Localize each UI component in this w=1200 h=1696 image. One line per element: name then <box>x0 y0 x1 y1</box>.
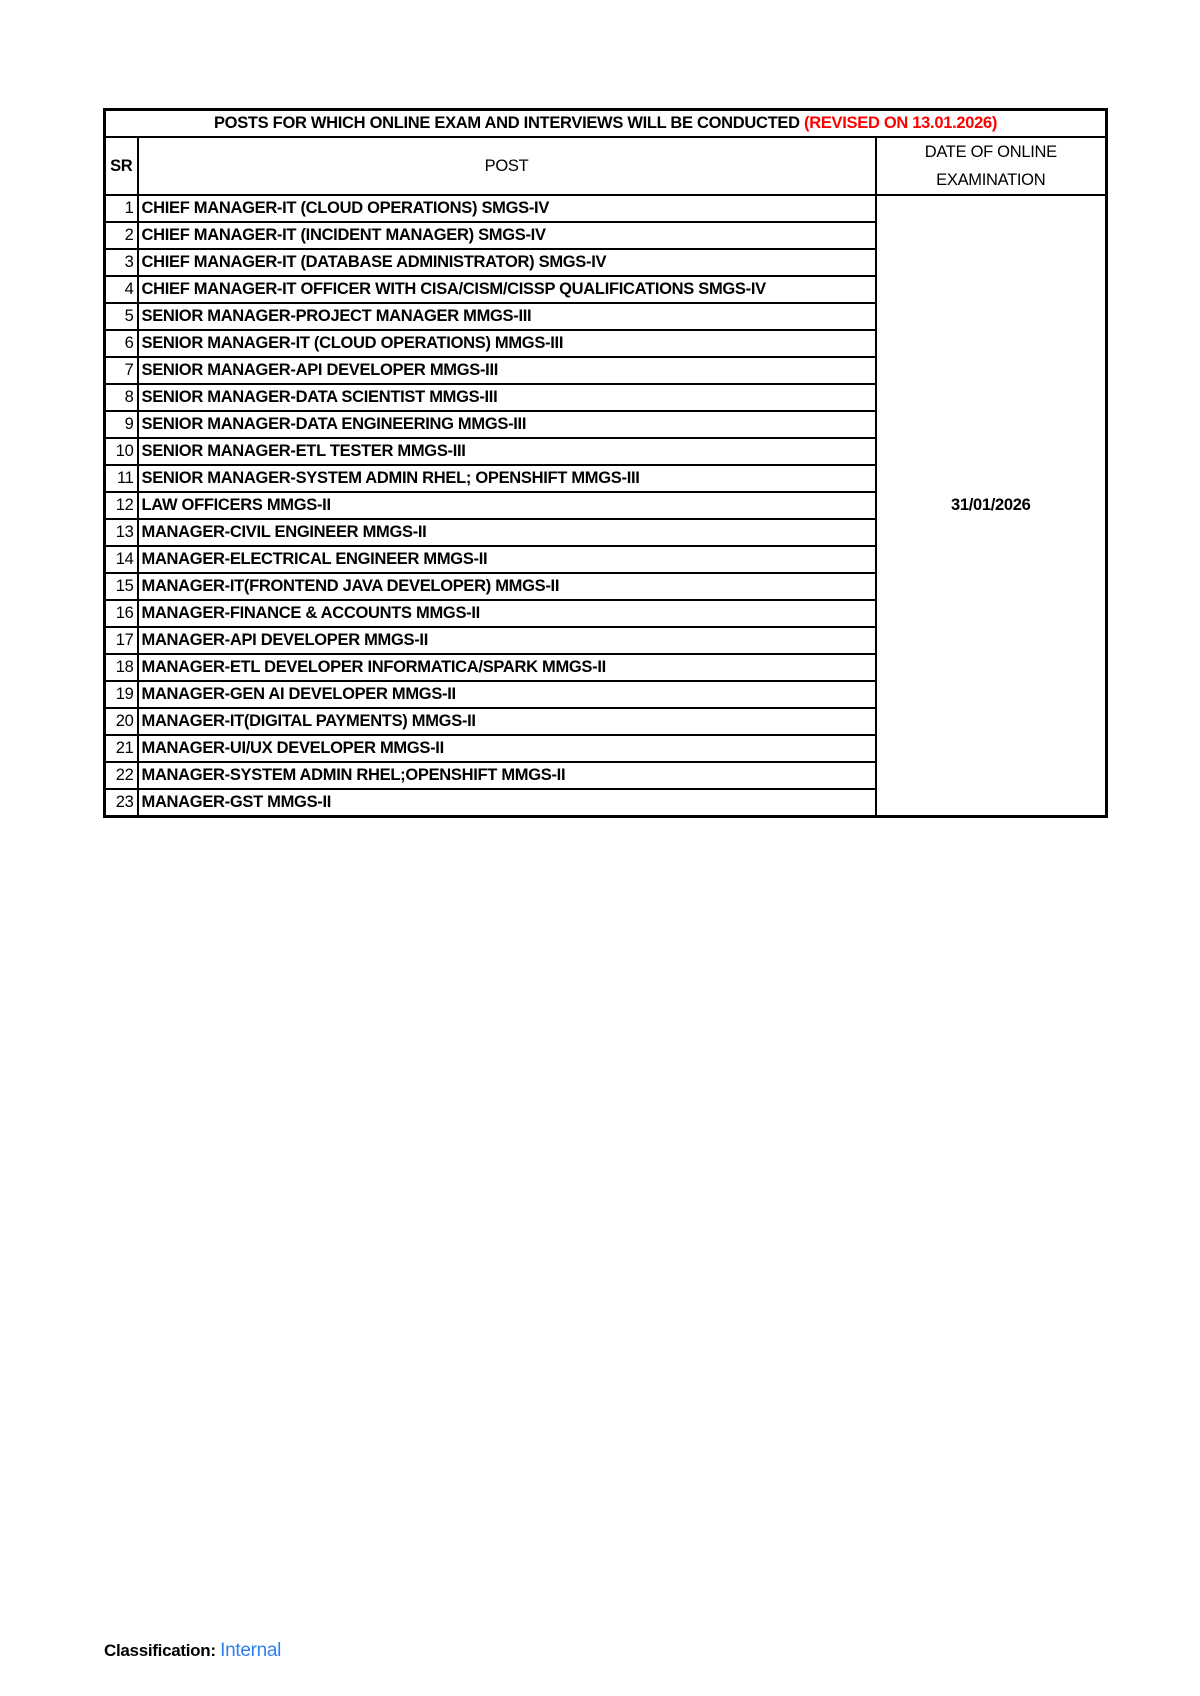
posts-table <box>103 108 1108 818</box>
row-post: CHIEF MANAGER-IT (DATABASE ADMINISTRATOR) SMGS-IV <box>138 249 876 276</box>
row-post: MANAGER-API DEVELOPER MMGS-II <box>138 627 876 654</box>
row-post: CHIEF MANAGER-IT (INCIDENT MANAGER) SMGS-IV <box>138 222 876 249</box>
row-post: MANAGER-SYSTEM ADMIN RHEL;OPENSHIFT MMGS-II <box>138 762 876 789</box>
row-post: CHIEF MANAGER-IT OFFICER WITH CISA/CISM/CISSP QUALIFICATIONS SMGS-IV <box>138 276 876 303</box>
row-sr: 17 <box>105 627 138 654</box>
row-sr: 10 <box>105 438 138 465</box>
row-post: SENIOR MANAGER-SYSTEM ADMIN RHEL; OPENSHIFT MMGS-III <box>138 465 876 492</box>
row-post: SENIOR MANAGER-ETL TESTER MMGS-III <box>138 438 876 465</box>
header-sr: SR <box>105 137 138 195</box>
header-post: POST <box>138 137 876 195</box>
row-sr: 2 <box>105 222 138 249</box>
row-sr: 22 <box>105 762 138 789</box>
table-title-row <box>105 110 1107 138</box>
header-date: DATE OF ONLINE EXAMINATION <box>876 137 1107 195</box>
row-sr: 4 <box>105 276 138 303</box>
table-header-row <box>105 137 1107 195</box>
row-post: SENIOR MANAGER-DATA ENGINEERING MMGS-III <box>138 411 876 438</box>
row-post: SENIOR MANAGER-DATA SCIENTIST MMGS-III <box>138 384 876 411</box>
table-row <box>105 195 1107 222</box>
row-sr: 16 <box>105 600 138 627</box>
row-sr: 9 <box>105 411 138 438</box>
row-post: SENIOR MANAGER-API DEVELOPER MMGS-III <box>138 357 876 384</box>
row-sr: 3 <box>105 249 138 276</box>
table-body <box>105 195 1107 817</box>
row-post: LAW OFFICERS MMGS-II <box>138 492 876 519</box>
row-post: MANAGER-UI/UX DEVELOPER MMGS-II <box>138 735 876 762</box>
row-sr: 13 <box>105 519 138 546</box>
row-sr: 6 <box>105 330 138 357</box>
row-post: CHIEF MANAGER-IT (CLOUD OPERATIONS) SMGS-IV <box>138 195 876 222</box>
row-post: MANAGER-FINANCE & ACCOUNTS MMGS-II <box>138 600 876 627</box>
row-post: MANAGER-IT(FRONTEND JAVA DEVELOPER) MMGS-II <box>138 573 876 600</box>
row-sr: 14 <box>105 546 138 573</box>
table-title <box>105 110 1107 138</box>
row-sr: 7 <box>105 357 138 384</box>
row-sr: 5 <box>105 303 138 330</box>
table-title-revised: (REVISED ON 13.01.2026) <box>804 114 998 132</box>
row-post: MANAGER-GEN AI DEVELOPER MMGS-II <box>138 681 876 708</box>
row-post: MANAGER-ELECTRICAL ENGINEER MMGS-II <box>138 546 876 573</box>
row-sr: 18 <box>105 654 138 681</box>
row-sr: 8 <box>105 384 138 411</box>
row-post: MANAGER-IT(DIGITAL PAYMENTS) MMGS-II <box>138 708 876 735</box>
row-sr: 21 <box>105 735 138 762</box>
row-sr: 20 <box>105 708 138 735</box>
classification-value: Internal <box>220 1640 282 1661</box>
classification-label: Classification: <box>104 1641 221 1660</box>
row-post: MANAGER-GST MMGS-II <box>138 789 876 817</box>
row-sr: 1 <box>105 195 138 222</box>
row-post: SENIOR MANAGER-IT (CLOUD OPERATIONS) MMGS-III <box>138 330 876 357</box>
row-sr: 19 <box>105 681 138 708</box>
exam-date: 31/01/2026 <box>876 195 1107 817</box>
classification-footer <box>104 1640 281 1662</box>
row-sr: 15 <box>105 573 138 600</box>
row-post: SENIOR MANAGER-PROJECT MANAGER MMGS-III <box>138 303 876 330</box>
row-sr: 11 <box>105 465 138 492</box>
table-title-main: POSTS FOR WHICH ONLINE EXAM AND INTERVIEWS WILL BE CONDUCTED <box>213 114 805 132</box>
row-sr: 12 <box>105 492 138 519</box>
row-post: MANAGER-CIVIL ENGINEER MMGS-II <box>138 519 876 546</box>
row-post: MANAGER-ETL DEVELOPER INFORMATICA/SPARK MMGS-II <box>138 654 876 681</box>
row-sr: 23 <box>105 789 138 817</box>
